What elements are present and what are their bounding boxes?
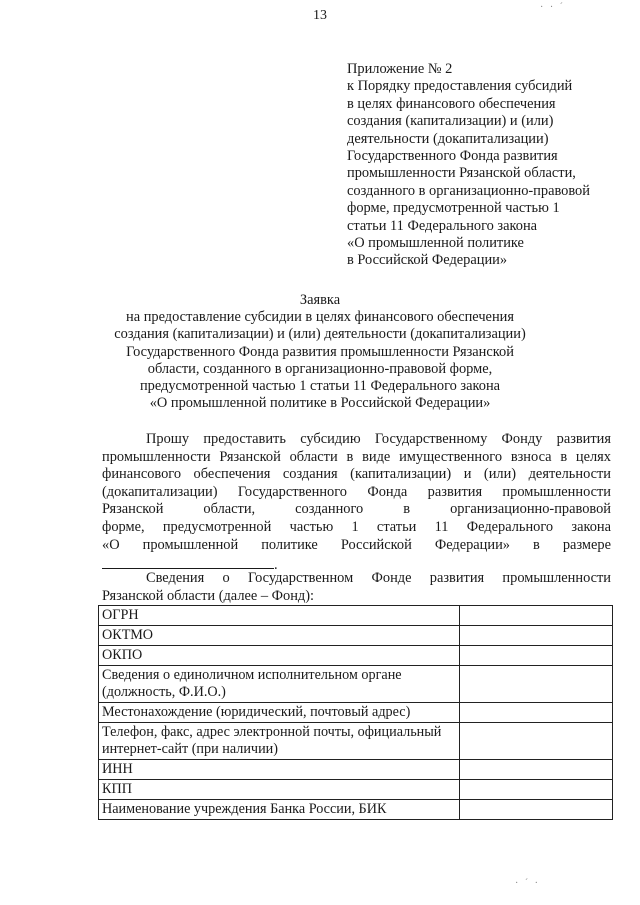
title-line: предусмотренной частью 1 статьи 11 Федерального закона: [139, 378, 501, 395]
title-line: области, созданного в организационно-правовой форме,: [147, 360, 493, 377]
appendix-line: Государственного Фонда развития: [347, 148, 558, 165]
row-label: Телефон, факс, адрес электронной почты, официальный интернет-сайт (при наличии): [99, 723, 460, 760]
table-row: [99, 760, 613, 780]
paragraph-line: Рязанской области, созданного в организационно-правовой: [102, 501, 611, 518]
title-line: на предоставление субсидии в целях финансового обеспечения: [126, 309, 514, 326]
appendix-line: форме, предусмотренной частью 1: [347, 200, 560, 217]
request-paragraph: [102, 431, 611, 575]
paragraph-line: «О промышленной политике Российской Федерации» в размере: [102, 536, 611, 553]
row-value[interactable]: [459, 760, 612, 780]
amount-period: .: [274, 557, 278, 574]
paragraph-line: форме, предусмотренной частью 1 статьи 11 Федерального закона: [102, 518, 611, 535]
title-heading: Заявка: [299, 292, 341, 308]
appendix-line: статьи 11 Федерального закона: [347, 217, 538, 234]
page-number: 13: [313, 8, 327, 23]
paragraph-line: Рязанской области (далее – Фонд):: [102, 587, 315, 604]
paragraph-line: Сведения о Государственном Фонде развития промышленности: [146, 570, 611, 586]
table-row: [99, 646, 613, 666]
title-line: создания (капитализации) и (или) деятельности (докапитализации): [114, 326, 526, 343]
fund-info-table: [98, 605, 613, 820]
amount-blank: [102, 554, 274, 569]
row-value[interactable]: [459, 780, 612, 800]
appendix-line: деятельности (докапитализации): [347, 130, 549, 147]
table-row: [99, 723, 613, 760]
row-label: ОГРН: [99, 606, 460, 626]
title-line: Государственного Фонда развития промышленности Рязанской: [126, 343, 514, 360]
paragraph-line: финансового обеспечения создания (капитализации) и (или) деятельности: [102, 466, 611, 483]
paragraph-line: промышленности Рязанской области в виде имущественного взноса в целях: [102, 448, 611, 465]
table-row: [99, 606, 613, 626]
row-label: ОКПО: [99, 646, 460, 666]
row-value[interactable]: [459, 606, 612, 626]
appendix-line: созданного в организационно-правовой: [347, 182, 590, 199]
appendix-line: промышленности Рязанской области,: [347, 165, 576, 182]
appendix-line: к Порядку предоставления субсидий: [347, 78, 573, 95]
row-value[interactable]: [459, 723, 612, 760]
row-label: Местонахождение (юридический, почтовый адрес): [99, 703, 460, 723]
table-row: [99, 703, 613, 723]
appendix-line: создания (капитализации) и (или): [347, 113, 554, 130]
row-value[interactable]: [459, 703, 612, 723]
title-line: «О промышленной политике в Российской Федерации»: [149, 395, 491, 412]
table-row: [99, 800, 613, 820]
row-label: Сведения о единоличном исполнительном органе (должность, Ф.И.О.): [99, 666, 460, 703]
row-value[interactable]: [459, 800, 612, 820]
table-row: [99, 626, 613, 646]
row-label: Наименование учреждения Банка России, БИК: [99, 800, 460, 820]
appendix-header: [347, 61, 627, 270]
appendix-line: в Российской Федерации»: [347, 252, 508, 269]
row-value[interactable]: [459, 666, 612, 703]
row-value[interactable]: [459, 646, 612, 666]
table-row: [99, 780, 613, 800]
appendix-line: в целях финансового обеспечения: [347, 95, 556, 112]
row-label: ОКТМО: [99, 626, 460, 646]
application-title: [0, 292, 640, 412]
scan-mark: · ´ ·: [515, 878, 540, 889]
row-label: ИНН: [99, 760, 460, 780]
appendix-line: «О промышленной политике: [347, 235, 524, 252]
table-row: [99, 666, 613, 703]
paragraph-line: (докапитализации) Государственного Фонда развития промышленности: [102, 483, 611, 500]
row-value[interactable]: [459, 626, 612, 646]
scan-mark: · · ´: [540, 2, 565, 13]
paragraph-line: Прошу предоставить субсидию Государственному Фонду развития: [146, 431, 611, 447]
fund-info-paragraph: [102, 570, 611, 605]
appendix-line: Приложение № 2: [347, 61, 453, 77]
row-label: КПП: [99, 780, 460, 800]
